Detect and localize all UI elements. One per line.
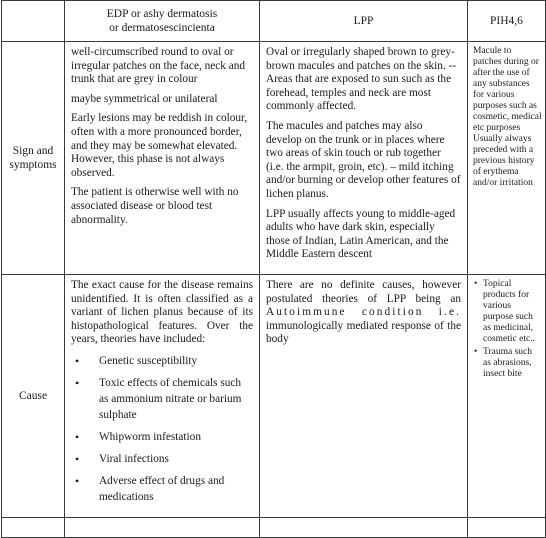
header-edp-line2: or dermatosescincienta	[109, 22, 215, 34]
list-item: • Toxic effects of chemicals such as ammonium nitrate or barium sulphate	[71, 375, 253, 423]
cause-lpp-cell	[260, 274, 468, 517]
list-item: • Trauma such as abrasions, insect bite	[473, 347, 542, 380]
cause-row	[2, 274, 546, 517]
signs-row	[2, 42, 546, 275]
list-item: • Viral infections	[71, 451, 253, 467]
cause-lpp-text	[266, 279, 461, 347]
empty-cell	[260, 517, 468, 537]
header-blank-cell	[2, 1, 65, 42]
cause-label: Cause	[2, 274, 65, 517]
empty-cell	[2, 517, 65, 537]
signs-pih-text: Macule to patches during or after the use of any substances for various purposes such as cosmetic, medical etc purposes Usually always preceded with a previous history of erythema and/or irritation	[473, 46, 542, 188]
header-pih: PIH4,6	[468, 1, 546, 42]
list-item: • Adverse effect of drugs and medications	[71, 473, 253, 505]
cause-pih-list	[473, 279, 542, 380]
signs-edp-para: maybe symmetrical or unilateral	[71, 92, 218, 105]
cause-edp-intro: The exact cause for the disease remains unidentified. It is often classified as a variant of lichen planus because of its histopathological features. Over the years, theories have included:	[71, 278, 253, 346]
signs-lpp-para: The macules and patches may also develop on the trunk or in places where two areas of skin touch or rub together (i.e. the armpit, groin, etc). – mild itching and/or burning or develop other features of lichen planus.	[266, 119, 461, 200]
signs-edp-para: The patient is otherwise well with no associated disease or blood test abnormality.	[71, 186, 239, 226]
signs-label	[2, 42, 65, 275]
cause-lpp-line3: immunologically mediated response of the body	[266, 319, 461, 346]
header-lpp: LPP	[260, 1, 468, 42]
header-edp-line1: EDP or ashy dermatosis	[106, 8, 218, 20]
empty-cell	[468, 517, 546, 537]
cause-edp-list	[71, 353, 253, 505]
signs-lpp-cell	[260, 42, 468, 275]
signs-edp-para: Early lesions may be reddish in colour, often with a more pronounced border, and they may be somewhat elevated. However, this phase is not always observed.	[71, 112, 248, 179]
next-row-partial	[2, 517, 546, 537]
cause-edp-cell	[65, 274, 260, 517]
header-edp	[65, 1, 260, 42]
signs-label-line2: symptoms	[9, 158, 57, 171]
list-item: • Topical products for various purpose such as medicinal, cosmetic etc..	[473, 279, 542, 345]
comparison-table	[1, 0, 546, 538]
signs-lpp-para: Oval or irregularly shaped brown to grey-brown macules and patches on the skin. -- Areas that are exposed to sun such as the forehead, temples and neck are most commonly affected.	[266, 46, 457, 113]
list-item: • Whipworm infestation	[71, 429, 253, 445]
signs-pih-cell	[468, 42, 546, 275]
empty-cell	[65, 517, 260, 537]
list-item: • Genetic susceptibility	[71, 353, 253, 369]
signs-lpp-para: LPP usually affects young to middle-aged adults who have dark skin, especially those of Indian, Latin American, and the Middle Eastern descent	[266, 207, 456, 261]
cause-lpp-line1: There are no definite causes, however postulated theories of LPP being an	[266, 278, 461, 305]
cause-pih-cell	[468, 274, 546, 517]
header-row	[2, 1, 546, 42]
document-page	[1, 0, 545, 504]
cause-lpp-autoimmune: Autoimmune condition i.e.	[266, 306, 461, 319]
signs-edp-cell	[65, 42, 260, 275]
signs-edp-para: well-circumscribed round to oval or irregular patches on the face, neck and trunk that are grey in colour	[71, 46, 246, 86]
signs-label-line1: Sign and	[12, 144, 54, 157]
